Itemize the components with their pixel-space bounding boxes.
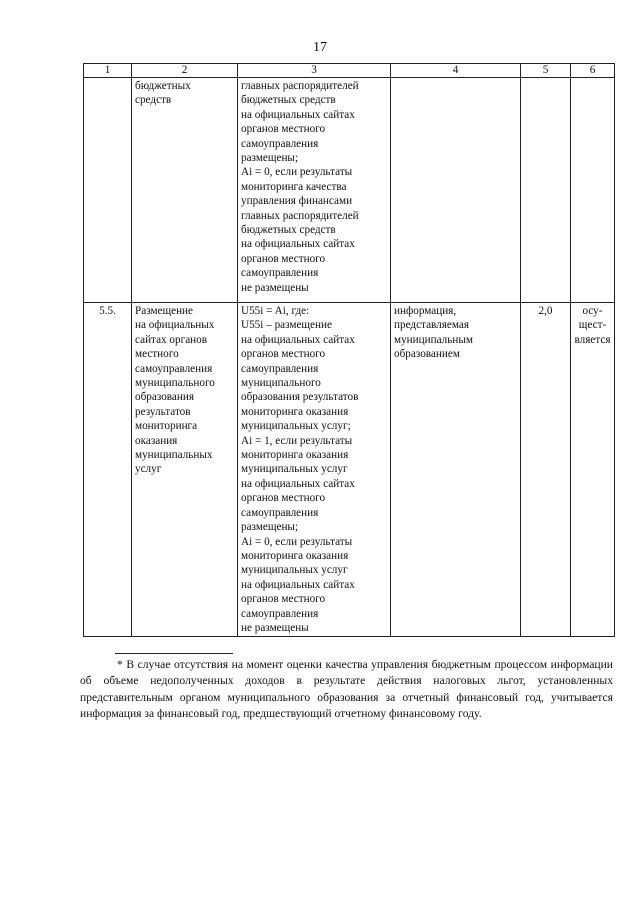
cell-text-line: услуг — [135, 463, 162, 476]
cell-text-line: размещены; — [241, 521, 299, 534]
formula-cell — [238, 303, 391, 637]
cell-text-line: самоуправления — [241, 362, 319, 375]
cell-text-line: осу- — [582, 305, 603, 317]
column-header-4: 4 — [391, 64, 521, 78]
cell-text-line: на официальных сайтах — [241, 477, 355, 490]
cell-text-line: на официальных сайтах — [241, 108, 355, 121]
cell-text-line: муниципальных — [135, 449, 213, 462]
cell-text-line: бюджетных средств — [241, 224, 336, 237]
cell-text-line: на официальных сайтах — [241, 333, 355, 346]
cell-text-line: не размещены — [241, 281, 309, 294]
cell-text-line: муниципальных услуг — [241, 463, 348, 476]
cell-text-line: главных распорядителей — [241, 209, 359, 222]
cell-text-line: бюджетных — [135, 80, 191, 92]
column-header-2: 2 — [132, 64, 238, 78]
cell-text-line: самоуправления — [241, 137, 319, 150]
cell-text-line: информация, — [394, 305, 457, 317]
cell-text-line: муниципальных услуг — [241, 564, 348, 577]
cell-text-line: управления финансами — [241, 195, 353, 208]
continuation-status-cell — [571, 78, 615, 303]
row-number: 5.5. — [84, 303, 132, 637]
indicator-table — [83, 63, 615, 637]
cell-text-line: U55i – размещение — [241, 319, 332, 332]
cell-text-line: оказания — [135, 434, 178, 447]
status-cell — [571, 303, 615, 637]
cell-text-line: мониторинга — [135, 420, 198, 433]
cell-text-line: муниципального — [135, 377, 215, 390]
cell-text-line: на официальных — [135, 319, 215, 332]
cell-text-line: местного — [135, 348, 179, 361]
data-source-cell — [391, 303, 521, 637]
footnote-separator — [115, 653, 233, 654]
cell-text-line: щест- — [578, 319, 607, 332]
cell-text-line: органов местного — [241, 492, 326, 505]
cell-text-line: муниципальных услуг; — [241, 420, 351, 433]
cell-text-line: муниципального — [241, 377, 321, 390]
cell-text-line: муниципальным — [394, 333, 473, 346]
cell-text-line: мониторинга оказания — [241, 449, 349, 462]
continuation-number-cell — [84, 78, 132, 303]
cell-text-line: вляется — [574, 333, 611, 346]
cell-text-line: самоуправления — [241, 506, 319, 519]
header-row — [84, 64, 615, 78]
continuation-row — [84, 78, 615, 303]
cell-text-line: U55i = Ai, где: — [241, 305, 310, 317]
cell-text-line: образованием — [394, 348, 460, 361]
column-header-6: 6 — [571, 64, 615, 78]
continuation-source-cell — [391, 78, 521, 303]
weight-cell: 2,0 — [521, 303, 571, 637]
column-header-5: 5 — [521, 64, 571, 78]
cell-text-line: представляемая — [394, 319, 469, 332]
cell-text-line: на официальных сайтах — [241, 578, 355, 591]
cell-text-line: органов местного — [241, 252, 326, 265]
cell-text-line: Размещение — [135, 305, 194, 317]
continuation-name-cell — [132, 78, 238, 303]
cell-text-line: бюджетных средств — [241, 94, 336, 107]
column-header-1: 1 — [84, 64, 132, 78]
column-header-3: 3 — [238, 64, 391, 78]
table-row-5-5 — [84, 303, 615, 637]
continuation-weight-cell — [521, 78, 571, 303]
cell-text-line: мониторинга качества — [241, 180, 347, 193]
cell-text-line: самоуправления — [241, 267, 319, 280]
cell-text-line: Ai = 0, если результаты — [241, 535, 353, 548]
cell-text-line: Ai = 0, если результаты — [241, 166, 353, 179]
cell-text-line: органов местного — [241, 123, 326, 136]
cell-text-line: размещены; — [241, 152, 299, 165]
continuation-formula-cell — [238, 78, 391, 303]
cell-text-line: на официальных сайтах — [241, 238, 355, 251]
cell-text-line: мониторинга оказания — [241, 549, 349, 562]
cell-text-line: органов местного — [241, 593, 326, 606]
cell-text-line: главных распорядителей — [241, 80, 359, 92]
cell-text-line: образования результатов — [241, 391, 359, 404]
cell-text-line: результатов — [135, 405, 191, 418]
cell-text-line: мониторинга оказания — [241, 405, 349, 418]
cell-text-line: сайтах органов — [135, 333, 208, 346]
cell-text-line: самоуправления — [135, 362, 213, 375]
cell-text-line: органов местного — [241, 348, 326, 361]
cell-text-line: образования — [135, 391, 195, 404]
cell-text-line: средств — [135, 94, 172, 107]
cell-text-line: не размещены — [241, 621, 309, 634]
footnote-text: * В случае отсутствия на момент оценки качества управления бюджетным процессом информации об объеме недополученных доходов в результате действия налоговых льгот, установленных представительным органом муниципального образования за отчетный финансовый год, учитывается информация за финансовый год, предшествующий отчетному финансовому году. — [80, 658, 613, 721]
indicator-name-cell — [132, 303, 238, 637]
page-number: 17 — [313, 40, 327, 55]
cell-text-line: Ai = 1, если результаты — [241, 434, 353, 447]
cell-text-line: самоуправления — [241, 607, 319, 620]
